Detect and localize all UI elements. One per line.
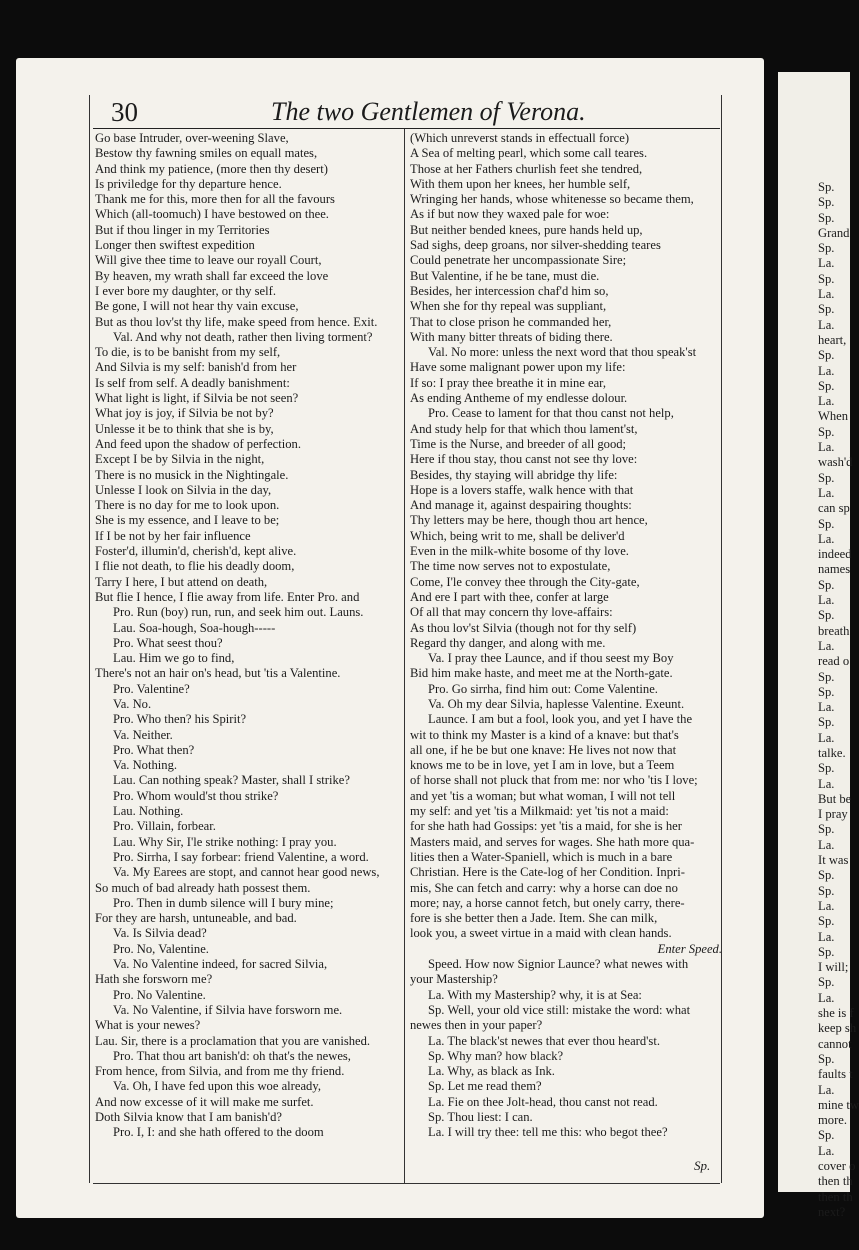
text-line: Sp. bbox=[818, 302, 835, 317]
text-line: Hope is a lovers staffe, walk hence with that bbox=[410, 482, 634, 497]
text-line: Pro. No Valentine. bbox=[113, 987, 206, 1002]
text-line: heart, bbox=[818, 332, 847, 347]
text-line: La. bbox=[818, 287, 835, 302]
text-line: And Silvia is my self: banish'd from her bbox=[95, 360, 297, 375]
text-line: Lau. Can nothing speak? Master, shall I strike? bbox=[113, 773, 350, 788]
text-line: Lau. Why Sir, I'le strike nothing: I pray you. bbox=[113, 834, 337, 849]
text-line: Va. Nothing. bbox=[113, 758, 178, 773]
text-line: Pro. Then in dumb silence will I bury mine; bbox=[113, 895, 334, 910]
text-line: Sp. Why man? how black? bbox=[428, 1048, 564, 1063]
text-line: newes then in your paper? bbox=[410, 1018, 543, 1033]
text-line: Go base Intruder, over-weening Slave, bbox=[95, 131, 289, 145]
text-line: What joy is joy, if Silvia be not by? bbox=[95, 406, 274, 421]
text-line: Sp. bbox=[818, 180, 835, 194]
text-line: mis, She can fetch and carry: why a horse can doe no bbox=[410, 880, 678, 895]
text-line: Lau. Nothing. bbox=[113, 804, 184, 819]
text-line: Va. Oh, I have fed upon this woe already, bbox=[113, 1079, 321, 1094]
text-line: Val. No more: unless the next word that thou speak'st bbox=[428, 345, 697, 360]
text-line: Sp. bbox=[818, 348, 835, 363]
text-line: Is self from self. A deadly banishment: bbox=[95, 375, 290, 390]
text-line: La. bbox=[818, 730, 835, 745]
text-line: Sp. bbox=[818, 1128, 835, 1143]
text-line: fore is she better then a Jade. Item. She can milk, bbox=[410, 911, 658, 926]
text-line: Lau. Sir, there is a proclamation that you are vanished. bbox=[95, 1033, 371, 1048]
text-line: When bbox=[818, 409, 849, 424]
text-line: And manage it, against despairing thoughts: bbox=[410, 498, 632, 513]
text-line: La. bbox=[818, 1082, 835, 1097]
text-line: Sp. bbox=[818, 669, 835, 684]
text-line: The time now serves not to expostulate, bbox=[410, 559, 611, 574]
text-line: La. bbox=[818, 440, 835, 455]
text-line: As ending Antheme of my endlesse dolour. bbox=[410, 391, 628, 406]
text-line: If so: I pray thee breathe it in mine ear, bbox=[410, 375, 607, 390]
text-line: Pro. What seest thou? bbox=[113, 635, 223, 650]
text-line: Sp. bbox=[818, 608, 835, 623]
text-line: La. Why, as black as Ink. bbox=[428, 1064, 555, 1079]
left-border bbox=[89, 95, 90, 1183]
text-line: keep sh bbox=[818, 1021, 857, 1036]
text-line: It was bbox=[818, 853, 849, 868]
text-line: Those at her Fathers churlish feet she tendred, bbox=[410, 161, 643, 176]
text-line: and yet 'tis a woman; but what woman, I will not tell bbox=[410, 788, 676, 803]
text-line: Pro. Go sirrha, find him out: Come Valentine. bbox=[428, 681, 658, 696]
text-line: La. bbox=[818, 256, 835, 271]
text-line: La. bbox=[818, 531, 835, 546]
text-line: next? bbox=[818, 1204, 846, 1219]
text-line: La. I will try thee: tell me this: who begot thee? bbox=[428, 1125, 668, 1140]
text-line: With many bitter threats of biding there. bbox=[410, 329, 613, 344]
text-line: Which (all-toomuch) I have bestowed on thee. bbox=[95, 207, 329, 222]
text-line: Except I be by Silvia in the night, bbox=[95, 452, 265, 467]
text-line: Come, I'le convey thee through the City-gate, bbox=[410, 574, 640, 589]
text-line: Pro. That thou art banish'd: oh that's the newes, bbox=[113, 1048, 351, 1063]
text-line: Sp. bbox=[818, 378, 835, 393]
text-line: Va. Neither. bbox=[113, 727, 173, 742]
text-line: As if but now they waxed pale for woe: bbox=[410, 207, 610, 222]
running-title: The two Gentlemen of Verona. bbox=[271, 97, 586, 126]
text-line: Regard thy danger, and along with me. bbox=[410, 635, 606, 650]
text-line: talke. bbox=[818, 745, 846, 760]
text-line: La. bbox=[818, 990, 835, 1005]
text-line: There is no musick in the Nightingale. bbox=[95, 467, 289, 482]
text-line: my self: and yet 'tis a Milkmaid: yet 'tis not a maid: bbox=[410, 804, 669, 819]
text-line: cannot bbox=[818, 1036, 852, 1051]
text-line: But as thou lov'st thy life, make speed from hence. Exit. bbox=[95, 314, 378, 329]
text-line: more; nay, a horse cannot fetch, but onely carry, there- bbox=[410, 895, 685, 910]
text-line: (Which unreverst stands in effectuall force) bbox=[410, 131, 630, 145]
text-line: La. The black'st newes that ever thou heard'st. bbox=[428, 1033, 660, 1048]
text-line: Va. I pray thee Launce, and if thou seest my Boy bbox=[428, 651, 674, 666]
text-line: La. bbox=[818, 1143, 835, 1158]
text-line: names bbox=[818, 562, 851, 577]
left-text-column bbox=[95, 131, 401, 1141]
text-line: Sp. bbox=[818, 684, 835, 699]
text-line: Sp. bbox=[818, 470, 835, 485]
page-number: 30 bbox=[111, 97, 138, 127]
text-line: With them upon her knees, her humble self, bbox=[410, 176, 631, 191]
text-line: La. bbox=[818, 485, 835, 500]
text-line: wit to think my Master is a kind of a knave: but that's bbox=[410, 727, 679, 742]
text-line: Have some malignant power upon my life: bbox=[410, 360, 626, 375]
text-line: La. bbox=[818, 929, 835, 944]
text-line: Sp. bbox=[818, 975, 835, 990]
header-rule bbox=[93, 128, 720, 129]
text-line: Sp. bbox=[818, 944, 835, 959]
text-line: But be bbox=[818, 791, 852, 806]
text-line: Sad sighs, deep groans, nor silver-shedding teares bbox=[410, 238, 661, 253]
text-line: can sp bbox=[818, 501, 850, 516]
text-line: Here if thou stay, thou canst not see thy love: bbox=[410, 452, 638, 467]
text-line: read o bbox=[818, 654, 850, 669]
text-line: I pray bbox=[818, 807, 848, 822]
text-line: Sp. bbox=[818, 715, 835, 730]
text-line: Tarry I here, I but attend on death, bbox=[95, 574, 268, 589]
text-line: Speed. How now Signior Launce? what newes with bbox=[428, 957, 689, 972]
text-line: Va. My Earees are stopt, and cannot hear good news, bbox=[113, 865, 380, 880]
text-line: indeed bbox=[818, 547, 852, 562]
text-line: Pro. Sirrha, I say forbear: friend Valentine, a word. bbox=[113, 849, 369, 864]
text-line: Foster'd, illumin'd, cherish'd, kept alive. bbox=[95, 544, 297, 559]
text-line: mine tw bbox=[818, 1097, 859, 1112]
text-line: That to close prison he commanded her, bbox=[410, 314, 612, 329]
text-line: Va. Oh my dear Silvia, haplesse Valentine. Exeunt. bbox=[428, 696, 685, 711]
text-line: Of all that may concern thy love-affairs: bbox=[410, 605, 613, 620]
text-line: If I be not by her fair influence bbox=[95, 528, 251, 543]
text-line: La. bbox=[818, 776, 835, 791]
text-line: Pro. Cease to lament for that thou canst not help, bbox=[428, 406, 674, 421]
text-line: your Mastership? bbox=[410, 972, 498, 987]
text-line: then th bbox=[818, 1189, 853, 1204]
text-line: And now excesse of it will make me surfet. bbox=[95, 1094, 314, 1109]
text-line: For they are harsh, untuneable, and bad. bbox=[95, 911, 297, 926]
text-line: Besides, her intercession chaf'd him so, bbox=[410, 283, 609, 298]
text-line: Pro. Run (boy) run, run, and seek him out. Launs. bbox=[113, 605, 364, 620]
text-line: Pro. Valentine? bbox=[113, 681, 190, 696]
text-line: She is my essence, and I leave to be; bbox=[95, 513, 280, 528]
text-line: Pro. Whom would'st thou strike? bbox=[113, 788, 279, 803]
text-line: knows me to be in love, yet I am in love, but a Teem bbox=[410, 758, 675, 773]
text-line: La. bbox=[818, 837, 835, 852]
text-line: La. bbox=[818, 394, 835, 409]
text-line: Sp. bbox=[818, 577, 835, 592]
text-line: By heaven, my wrath shall far exceed the love bbox=[95, 268, 329, 283]
text-line: When she for thy repeal was suppliant, bbox=[410, 299, 607, 314]
text-line: And ere I part with thee, confer at large bbox=[410, 589, 609, 604]
text-line: La. bbox=[818, 363, 835, 378]
footer-rule bbox=[93, 1183, 720, 1184]
text-line: Sp. bbox=[818, 868, 835, 883]
text-line: From hence, from Silvia, and from me thy friend. bbox=[95, 1064, 345, 1079]
text-line: Longer then swiftest expedition bbox=[95, 238, 255, 253]
text-line: Unlesse I look on Silvia in the day, bbox=[95, 482, 272, 497]
text-line: Sp. bbox=[818, 195, 835, 210]
text-line: Sp. bbox=[818, 822, 835, 837]
text-line: What light is light, if Silvia be not seen? bbox=[95, 391, 299, 406]
text-line: As thou lov'st Silvia (though not for thy self) bbox=[410, 620, 637, 635]
text-line: Lau. Soa-hough, Soa-hough----- bbox=[113, 620, 276, 635]
text-line: all one, if he be but one knave: He lives not now that bbox=[410, 742, 677, 757]
text-line: Besides, thy staying will abridge thy life: bbox=[410, 467, 618, 482]
text-line: for she hath had Gossips: yet 'tis a maid, for she is her bbox=[410, 819, 682, 834]
text-line: And study help for that which thou lament'st, bbox=[410, 421, 638, 436]
text-line: Sp. bbox=[818, 271, 835, 286]
text-line: Sp. bbox=[818, 210, 835, 225]
text-line: Va. No Valentine indeed, for sacred Silvia, bbox=[113, 957, 328, 972]
text-line: Sp. Well, your old vice still: mistake the word: what bbox=[428, 1002, 691, 1017]
text-line: La. bbox=[818, 593, 835, 608]
text-line: La. bbox=[818, 638, 835, 653]
text-line: Val. And why not death, rather then living torment? bbox=[113, 329, 373, 344]
text-line: wash'd bbox=[818, 455, 853, 470]
text-line: A Sea of melting pearl, which some call teares. bbox=[410, 146, 648, 161]
text-line: Lau. Him we go to find, bbox=[113, 651, 235, 666]
text-line: cover o bbox=[818, 1159, 856, 1173]
text-line: Thy letters may be here, though thou art hence, bbox=[410, 513, 648, 528]
text-line: Pro. What then? bbox=[113, 742, 195, 757]
text-line: Hath she forsworn me? bbox=[95, 972, 213, 987]
text-line: of horse shall not pluck that from me: nor who 'tis I love; bbox=[410, 773, 698, 788]
text-line: faults t bbox=[818, 1067, 853, 1082]
text-line: La. With my Mastership? why, it is at Sea: bbox=[428, 987, 642, 1002]
text-line: To die, is to be banisht from my self, bbox=[95, 345, 281, 360]
adjacent-page-text bbox=[818, 180, 859, 1220]
text-line: I ever bore my daughter, or thy self. bbox=[95, 283, 276, 298]
text-line: Sp. bbox=[818, 424, 835, 439]
text-line: But flie I hence, I flie away from life. Enter Pro. and bbox=[95, 589, 360, 604]
text-line: Doth Silvia know that I am banish'd? bbox=[95, 1110, 282, 1124]
text-line: Time is the Nurse, and breeder of all good; bbox=[410, 436, 627, 451]
text-line: La. Fie on thee Jolt-head, thou canst not read. bbox=[428, 1094, 658, 1109]
text-line: Is priviledge for thy departure hence. bbox=[95, 176, 282, 191]
text-line: Sp. Thou liest: I can. bbox=[428, 1110, 533, 1124]
text-line: Sp. bbox=[818, 761, 835, 776]
text-line: Christian. Here is the Cate-log of her Condition. Inpri- bbox=[410, 865, 685, 880]
text-line: There is no day for me to look upon. bbox=[95, 498, 280, 513]
text-line: more. bbox=[818, 1113, 848, 1128]
text-line: lities then a Water-Spaniell, which is much in a bare bbox=[410, 849, 673, 864]
text-line: La. bbox=[818, 700, 835, 715]
text-line: Will give thee time to leave our royall Court, bbox=[95, 253, 322, 268]
text-line: Even in the milk-white bosome of thy love. bbox=[410, 544, 629, 559]
text-line: So much of bad already hath possest them. bbox=[95, 880, 311, 895]
text-line: Wringing her hands, whose whitenesse so became them, bbox=[410, 192, 694, 207]
text-line: Sp. bbox=[818, 241, 835, 256]
right-text-column bbox=[410, 131, 722, 1141]
text-line: Grand bbox=[818, 225, 850, 240]
text-line: But if thou linger in my Territories bbox=[95, 222, 270, 237]
text-line: I will; bbox=[818, 960, 849, 975]
text-line: Masters maid, and serves for wages. She hath more qua- bbox=[410, 834, 695, 849]
text-line: There's not an hair on's head, but 'tis a Valentine. bbox=[95, 666, 341, 681]
text-line: What is your newes? bbox=[95, 1018, 201, 1033]
column-divider bbox=[404, 129, 405, 1183]
text-line: look you, a sweet virtue in a maid with clean hands. bbox=[410, 926, 672, 941]
text-line: Be gone, I will not hear thy vain excuse, bbox=[95, 299, 299, 314]
text-line: And think my patience, (more then thy desert) bbox=[95, 161, 328, 176]
text-line: I flie not death, to flie his deadly doom, bbox=[95, 559, 295, 574]
text-line: Which, being writ to me, shall be deliver'd bbox=[410, 528, 625, 543]
text-line: La. bbox=[818, 317, 835, 332]
text-line: then th bbox=[818, 1174, 853, 1189]
text-line: But neither bended knees, pure hands held up, bbox=[410, 222, 643, 237]
catchword: Sp. bbox=[694, 1158, 711, 1173]
text-line: Sp. bbox=[818, 883, 835, 898]
text-line: Enter Speed. bbox=[657, 941, 722, 956]
text-line: Va. Is Silvia dead? bbox=[113, 926, 207, 941]
text-line: Bid him make haste, and meet me at the North-gate. bbox=[410, 666, 673, 681]
text-line: Bestow thy fawning smiles on equall mates, bbox=[95, 146, 318, 161]
text-line: Unlesse it be to think that she is by, bbox=[95, 421, 274, 436]
text-line: she is f bbox=[818, 1006, 854, 1021]
text-line: Sp. Let me read them? bbox=[428, 1079, 542, 1094]
text-line: breath bbox=[818, 623, 850, 638]
text-line: Could penetrate her uncompassionate Sire; bbox=[410, 253, 627, 268]
text-line: Pro. I, I: and she hath offered to the doom bbox=[113, 1125, 324, 1140]
text-line: La. bbox=[818, 898, 835, 913]
text-line: Va. No Valentine, if Silvia have forsworn me. bbox=[113, 1002, 343, 1017]
text-line: Sp. bbox=[818, 914, 835, 929]
text-line: Pro. Villain, forbear. bbox=[113, 819, 216, 834]
text-line: Thank me for this, more then for all the favours bbox=[95, 192, 335, 207]
text-line: Sp. bbox=[818, 516, 835, 531]
text-line: Va. No. bbox=[113, 696, 152, 711]
text-line: Pro. No, Valentine. bbox=[113, 941, 209, 956]
text-line: Pro. Who then? his Spirit? bbox=[113, 712, 247, 727]
text-line: Launce. I am but a fool, look you, and yet I have the bbox=[428, 712, 693, 727]
text-line: Sp. bbox=[818, 1051, 835, 1066]
text-line: But Valentine, if he be tane, must die. bbox=[410, 268, 600, 283]
adjacent-page bbox=[778, 72, 859, 1219]
text-line: And feed upon the shadow of perfection. bbox=[95, 436, 301, 451]
running-header bbox=[93, 95, 720, 127]
